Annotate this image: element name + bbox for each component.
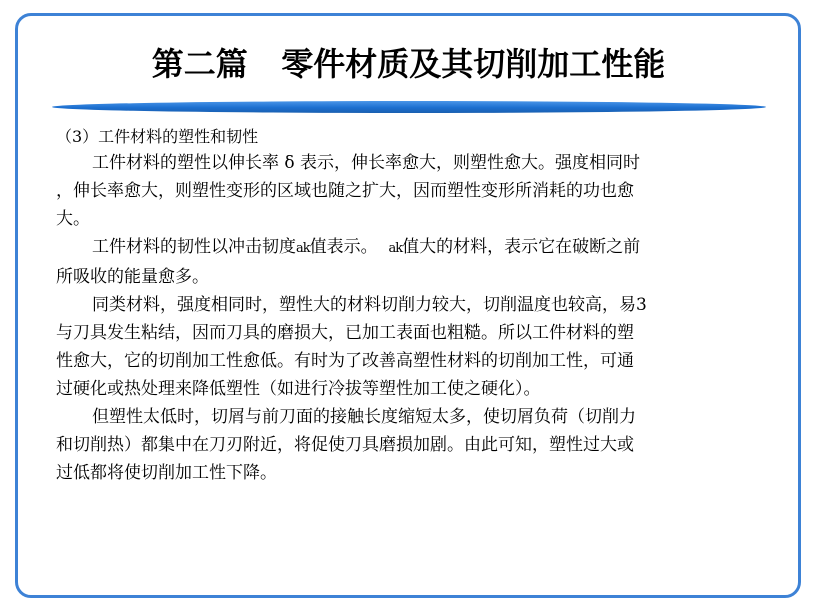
paragraph-3-line-1: 同类材料，强度相同时，塑性大的材料切削力较大，切削温度也较高，易3	[92, 295, 647, 315]
slide-content	[56, 124, 766, 487]
paragraph-1-line-2: ，伸长率愈大，则塑性变形的区域也随之扩大，因而塑性变形所消耗的功也愈	[56, 181, 634, 201]
title-underline	[52, 101, 766, 113]
paragraph-4-line-1: 但塑性太低时，切屑与前刀面的接触长度缩短太多，使切屑负荷（切削力	[92, 407, 636, 427]
slide-title: 第二篇 零件材质及其切削加工性能	[151, 45, 666, 83]
ak-symbol: ak	[296, 241, 310, 256]
paragraph-2-text-b: 值表示。	[309, 237, 378, 257]
paragraph-2-text-a: 工件材料的韧性以冲击韧度	[92, 237, 296, 257]
paragraph-3-line-2: 与刀具发生粘结，因而刀具的磨损大，已加工表面也粗糙。所以工件材料的塑	[56, 323, 634, 343]
paragraph-2-text-c: 值大的材料，表示它在破断之前	[402, 237, 641, 257]
paragraph-2-line-2: 所吸收的能量愈多。	[56, 267, 209, 287]
paragraph-2-line-1	[56, 233, 766, 263]
paragraph-1-line-3: 大。	[56, 209, 90, 229]
paragraph-1-line-1: 工件材料的塑性以伸长率 δ 表示，伸长率愈大，则塑性愈大。强度相同时	[92, 153, 641, 173]
paragraph-3-line-3: 性愈大，它的切削加工性愈低。有时为了改善高塑性材料的切削加工性，可通	[56, 351, 634, 371]
ak-symbol: ak	[388, 241, 403, 256]
paragraph-4-line-2: 和切削热）都集中在刀刃附近，将促使刀具磨损加剧。由此可知，塑性过大或	[56, 435, 634, 455]
paragraph-4-line-3: 过低都将使切削加工性下降。	[56, 463, 277, 483]
section-heading: （3）工件材料的塑性和韧性	[56, 127, 259, 146]
paragraph-3-line-4: 过硬化或热处理来降低塑性（如进行冷拔等塑性加工使之硬化）。	[56, 379, 541, 399]
